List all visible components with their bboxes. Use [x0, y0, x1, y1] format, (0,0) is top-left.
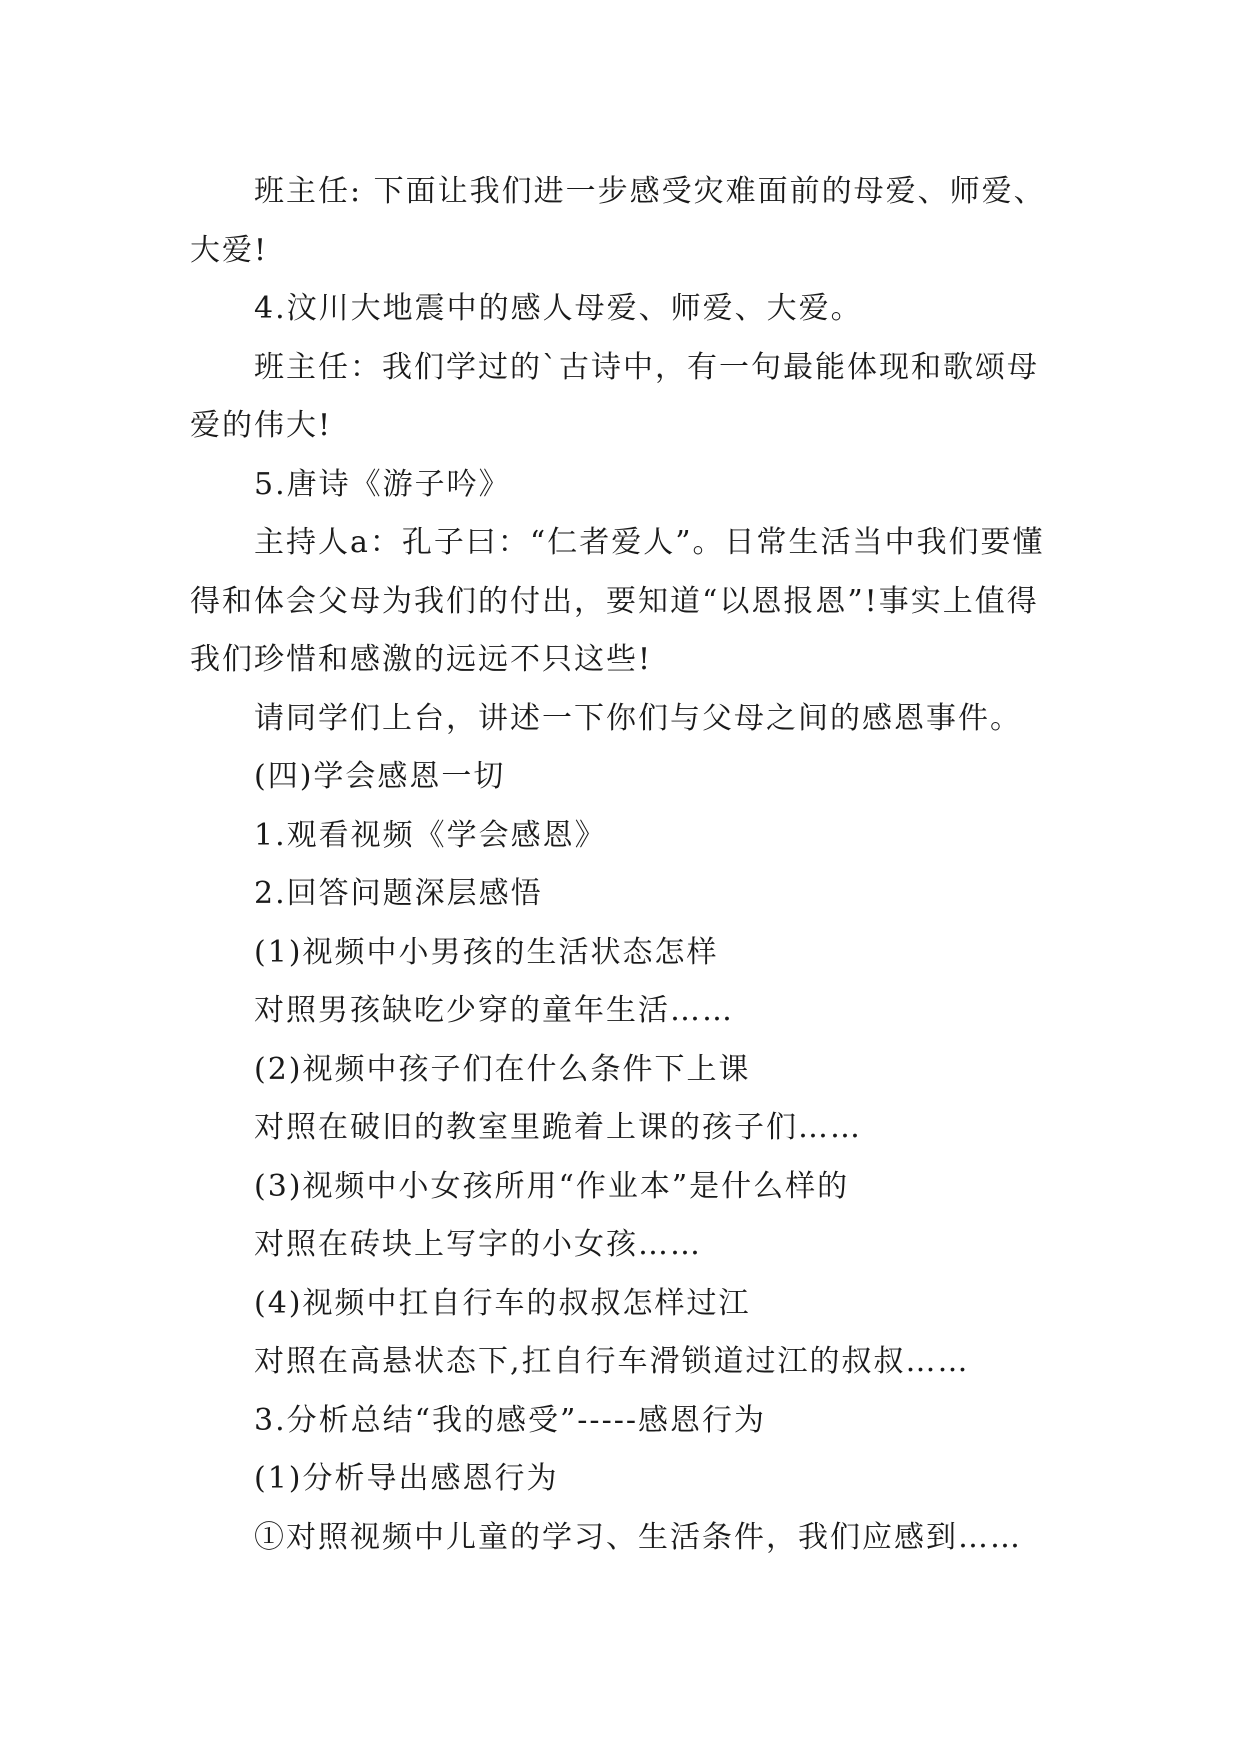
- paragraph: 2.回答问题深层感悟: [254, 876, 543, 911]
- paragraph: 1.观看视频《学会感恩》: [254, 817, 607, 853]
- paragraph: (2)视频中孩子们在什么条件下上课: [254, 1051, 751, 1087]
- paragraph: (1)视频中小男孩的生活状态怎样: [254, 934, 719, 970]
- paragraph: 对照男孩缺吃少穿的童年生活……: [254, 993, 734, 1028]
- paragraph: 3.分析总结“我的感受”-----感恩行为: [254, 1402, 766, 1438]
- paragraph: 班主任: 下面让我们进一步感受灾难面前的母爱、师爱、大爱!: [190, 174, 1046, 268]
- paragraph: (4)视频中扛自行车的叔叔怎样过江: [254, 1285, 751, 1321]
- paragraph: 班主任：我们学过的`古诗中，有一句最能体现和歌颂母爱的伟大!: [190, 349, 1039, 443]
- paragraph: 请同学们上台，讲述一下你们与父母之间的感恩事件。: [254, 700, 1022, 736]
- paragraph: 主持人a：孔子曰：“仁者爱人”。日常生活当中我们要懂得和体会父母为我们的付出，要知道“以恩报恩”!事实上值得我们珍惜和感激的远远不只这些!: [190, 525, 1045, 677]
- paragraph: (1)分析导出感恩行为: [254, 1461, 559, 1496]
- paragraph: (四)学会感恩一切: [254, 759, 506, 794]
- paragraph: ①对照视频中儿童的学习、生活条件，我们应感到……: [254, 1519, 1022, 1555]
- paragraph: 对照在破旧的教室里跪着上课的孩子们……: [254, 1110, 862, 1145]
- document-body: [190, 163, 1060, 1567]
- paragraph: 对照在砖块上写字的小女孩……: [254, 1227, 702, 1262]
- paragraph: 4.汶川大地震中的感人母爱、师爱、大爱。: [254, 291, 863, 326]
- paragraph: 对照在高悬状态下,扛自行车滑锁道过江的叔叔……: [254, 1344, 970, 1379]
- paragraph: (3)视频中小女孩所用“作业本”是什么样的: [254, 1168, 850, 1204]
- paragraph: 5.唐诗《游子吟》: [254, 466, 511, 502]
